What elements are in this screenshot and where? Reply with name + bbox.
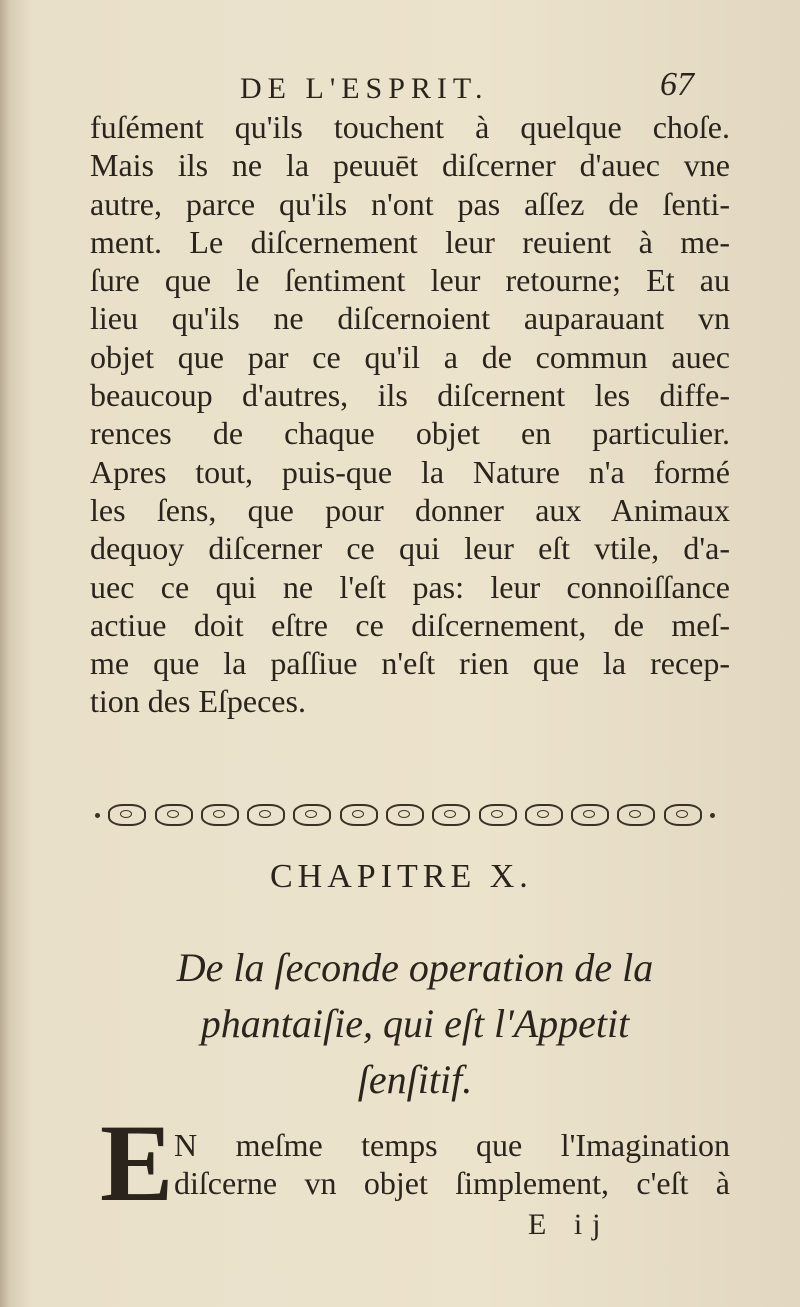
text-line: rences de chaque objet en particulier. [90, 415, 730, 452]
ornament-icon [155, 804, 193, 826]
text-line: Apres tout, puis-que la Nature n'a formé [90, 453, 730, 490]
page-number: 67 [660, 66, 694, 103]
text-line: uec ce qui ne l'eſt pas: leur connoiſſance [90, 568, 730, 605]
chapter-heading: CHAPITRE X. [270, 858, 533, 895]
text-line: ſure que le ſentiment leur retourne; Et au [90, 262, 730, 299]
ornament-icon [525, 804, 563, 826]
chapter-title-line: phantaiſie, qui eſt l'Appetit [200, 1001, 630, 1046]
text-line: ment. Le diſcernement leur reuient à me- [90, 223, 730, 260]
text-line: Mais ils ne la peuuēt diſcerner d'auec vne [90, 147, 730, 184]
text-line: dequoy diſcerner ce qui leur eſt vtile, d'a- [90, 530, 730, 567]
ornament-icon [571, 804, 609, 826]
ornament-icon [108, 804, 146, 826]
ornament-icon [617, 804, 655, 826]
signature-mark: E ij [528, 1208, 611, 1241]
text-line: les ſens, que pour donner aux Animaux [90, 491, 730, 528]
text-line: lieu qu'ils ne diſcernoient auparauant vn [90, 300, 730, 337]
ornament-icon [340, 804, 378, 826]
body-text [90, 108, 730, 721]
ornament-dot-icon [95, 813, 100, 818]
ornament-icon [386, 804, 424, 826]
chapter-title-line: ſenſitif. [357, 1057, 473, 1102]
ornament-dot-icon [710, 813, 715, 818]
ornament-icon [479, 804, 517, 826]
text-line: objet que par ce qu'il a de commun auec [90, 338, 730, 375]
running-head: DE L'ESPRIT. [240, 72, 489, 105]
text-line: beaucoup d'autres, ils diſcernent les diffe- [90, 377, 730, 414]
text-line: fuſément qu'ils touchent à quelque choſe. [90, 109, 730, 145]
ornament-icon [432, 804, 470, 826]
ornament-icon [293, 804, 331, 826]
text-line: autre, parce qu'ils n'ont pas aſſez de ſenti- [90, 185, 730, 222]
text-line: actiue doit eſtre ce diſcernement, de meſ- [90, 606, 730, 643]
text-line: me que la paſſiue n'eſt rien que la recep- [90, 645, 730, 682]
drop-cap: E [100, 1102, 174, 1224]
chapter-title-line: De la ſeconde operation de la [176, 945, 654, 990]
ornament-band [95, 800, 715, 830]
opening-paragraph [174, 1126, 730, 1202]
ornament-icon [664, 804, 702, 826]
ornament-icon [201, 804, 239, 826]
page-spine-shadow [0, 0, 10, 1307]
chapter-title [95, 940, 735, 1108]
text-line: tion des Eſpeces. [90, 683, 306, 720]
text-line: diſcerne vn objet ſimplement, c'eſt à [174, 1165, 730, 1201]
ornament-icon [247, 804, 285, 826]
text-line: N meſme temps que l'Imagination [174, 1127, 730, 1163]
